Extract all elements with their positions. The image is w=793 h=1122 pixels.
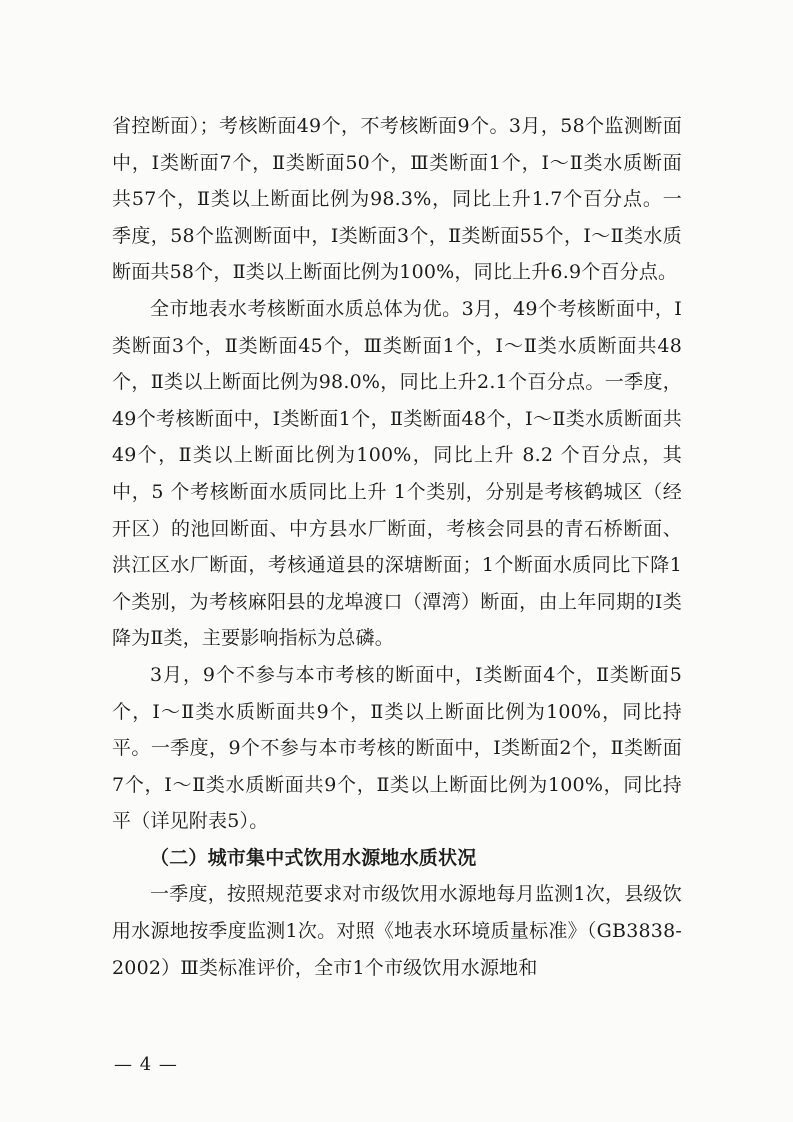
paragraph-assessment-sections: 全市地表水考核断面水质总体为优。3月，49个考核断面中，Ⅰ类断面3个，Ⅱ类断面45个，Ⅲ类断面1个，Ⅰ～Ⅱ类水质断面共48个，Ⅱ类以上断面比例为98.0%，同比上升2.1个百分点。一季度，49个考核断面中，Ⅰ类断面1个，Ⅱ类断面48个，Ⅰ～Ⅱ类水质断面共49个，Ⅱ类以上断面比例为100%，同比上升 8.2 个百分点，其中，5 个考核断面水质同比上升 1个类别，分别是考核鹤城区（经开区）的池回断面、中方县水厂断面，考核会同县的青石桥断面、洪江区水厂断面，考核通道县的深塘断面；1个断面水质同比下降1个类别，为考核麻阳县的龙埠渡口（潭湾）断面，由上年同期的Ⅰ类降为Ⅱ类，主要影响指标为总磷。	[112, 297, 682, 650]
paragraph-non-assessment-sections: 3月，9个不参与本市考核的断面中，Ⅰ类断面4个，Ⅱ类断面5个，Ⅰ～Ⅱ类水质断面共9个，Ⅱ类以上断面比例为100%，同比持平。一季度，9个不参与本市考核的断面中，Ⅰ类断面2个，Ⅱ类断面7个，Ⅰ～Ⅱ类水质断面共9个，Ⅱ类以上断面比例为100%，同比持平（详见附表5）。	[112, 663, 682, 833]
paragraph-section-summary: 省控断面）；考核断面49个，不考核断面9个。3月，58个监测断面中，Ⅰ类断面7个，Ⅱ类断面50个，Ⅲ类断面1个，Ⅰ～Ⅱ类水质断面共57个，Ⅱ类以上断面比例为98.3%，同比上升1.7个百分点。一季度，58个监测断面中，Ⅰ类断面3个，Ⅱ类断面55个，Ⅰ～Ⅱ类水质断面共58个，Ⅱ类以上断面比例为100%，同比上升6.9个百分点。	[112, 115, 682, 284]
document-body	[112, 108, 682, 986]
section-heading-drinking-water: （二）城市集中式饮用水源地水质状况	[150, 846, 477, 869]
paragraph-drinking-water: 一季度，按照规范要求对市级饮用水源地每月监测1次，县级饮用水源地按季度监测1次。对照《地表水环境质量标准》（GB3838-2002）Ⅲ类标准评价，全市1个市级饮用水源地和	[112, 883, 682, 979]
page-number: — 4 —	[114, 1054, 178, 1075]
